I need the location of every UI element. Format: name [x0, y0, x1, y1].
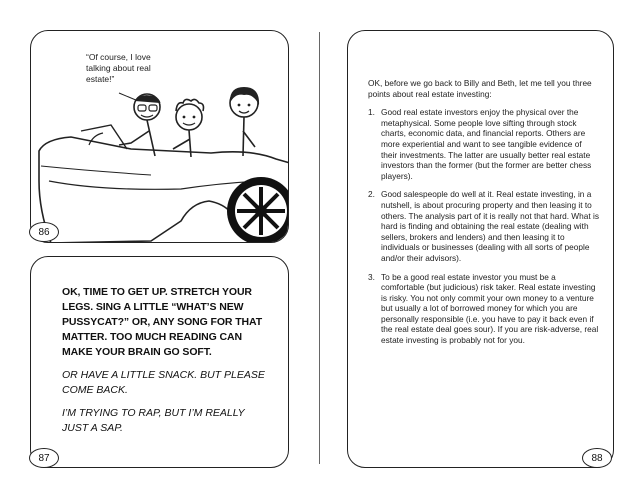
stretch-paragraph: OK, TIME TO GET UP. STRETCH YOUR LEGS. SING A LITTLE “WHAT’S NEW PUSSYCAT?” OR, ANY SONG FOR THAT MATTER. TOO MUCH READING CAN MAKE YOUR BRAIN GO SOFT. — [62, 286, 263, 358]
list-item-text: Good salespeople do well at it. Real estate investing, in a nutshell, is about procuring property and then leasing it to others. The analysis part of it is really not that hard. What is hard is finding and obtaining the real estate (dealing with sellers, brokers and lenders) and then leasing it to individuals or businesses (dealing with all sorts of people and/or their advisors). — [381, 189, 599, 263]
list-item-text: Good real estate investors enjoy the physical over the metaphysical. Some people love sifting through stock charts, economic data, and financial reports. Others are more experiential and want to see tangible evidence of their investments. The latter are usually better real estate investors than the former (but the former are better chess players). — [381, 107, 592, 181]
page-number-88: 88 — [582, 448, 612, 468]
page-88-text — [368, 78, 600, 354]
page-number-87: 87 — [29, 448, 59, 468]
list-item-number: 3. — [368, 271, 375, 282]
snack-paragraph: OR HAVE A LITTLE SNACK. BUT PLEASE COME BACK. — [62, 369, 265, 396]
list-item-number: 2. — [368, 189, 375, 200]
rap-paragraph: I’M TRYING TO RAP, BUT I’M REALLY JUST A SAP. — [62, 407, 245, 434]
page-number-86: 86 — [29, 222, 59, 242]
list-item — [368, 272, 600, 346]
intro-paragraph: OK, before we go back to Billy and Beth, let me tell you three points about real estate investing: — [368, 78, 592, 99]
page-87-text — [62, 285, 272, 444]
page-divider — [319, 32, 320, 464]
list-item — [368, 189, 600, 263]
list-item-text: To be a good real estate investor you must be a comfortable (but judicious) risk taker. Real estate investing is risky. You not only commit your own money to a venture but usually a lot of borrowed money for which you are personally responsible (i.e. you have to pay it back even if the real estate deal goes sour). If you are risk-adverse, real estate investing is probably not for you. — [381, 271, 599, 346]
list-item — [368, 107, 600, 181]
list-item-number: 1. — [368, 107, 375, 118]
speech-bubble-text: “Of course, I love talking about real estate!” — [86, 52, 151, 84]
